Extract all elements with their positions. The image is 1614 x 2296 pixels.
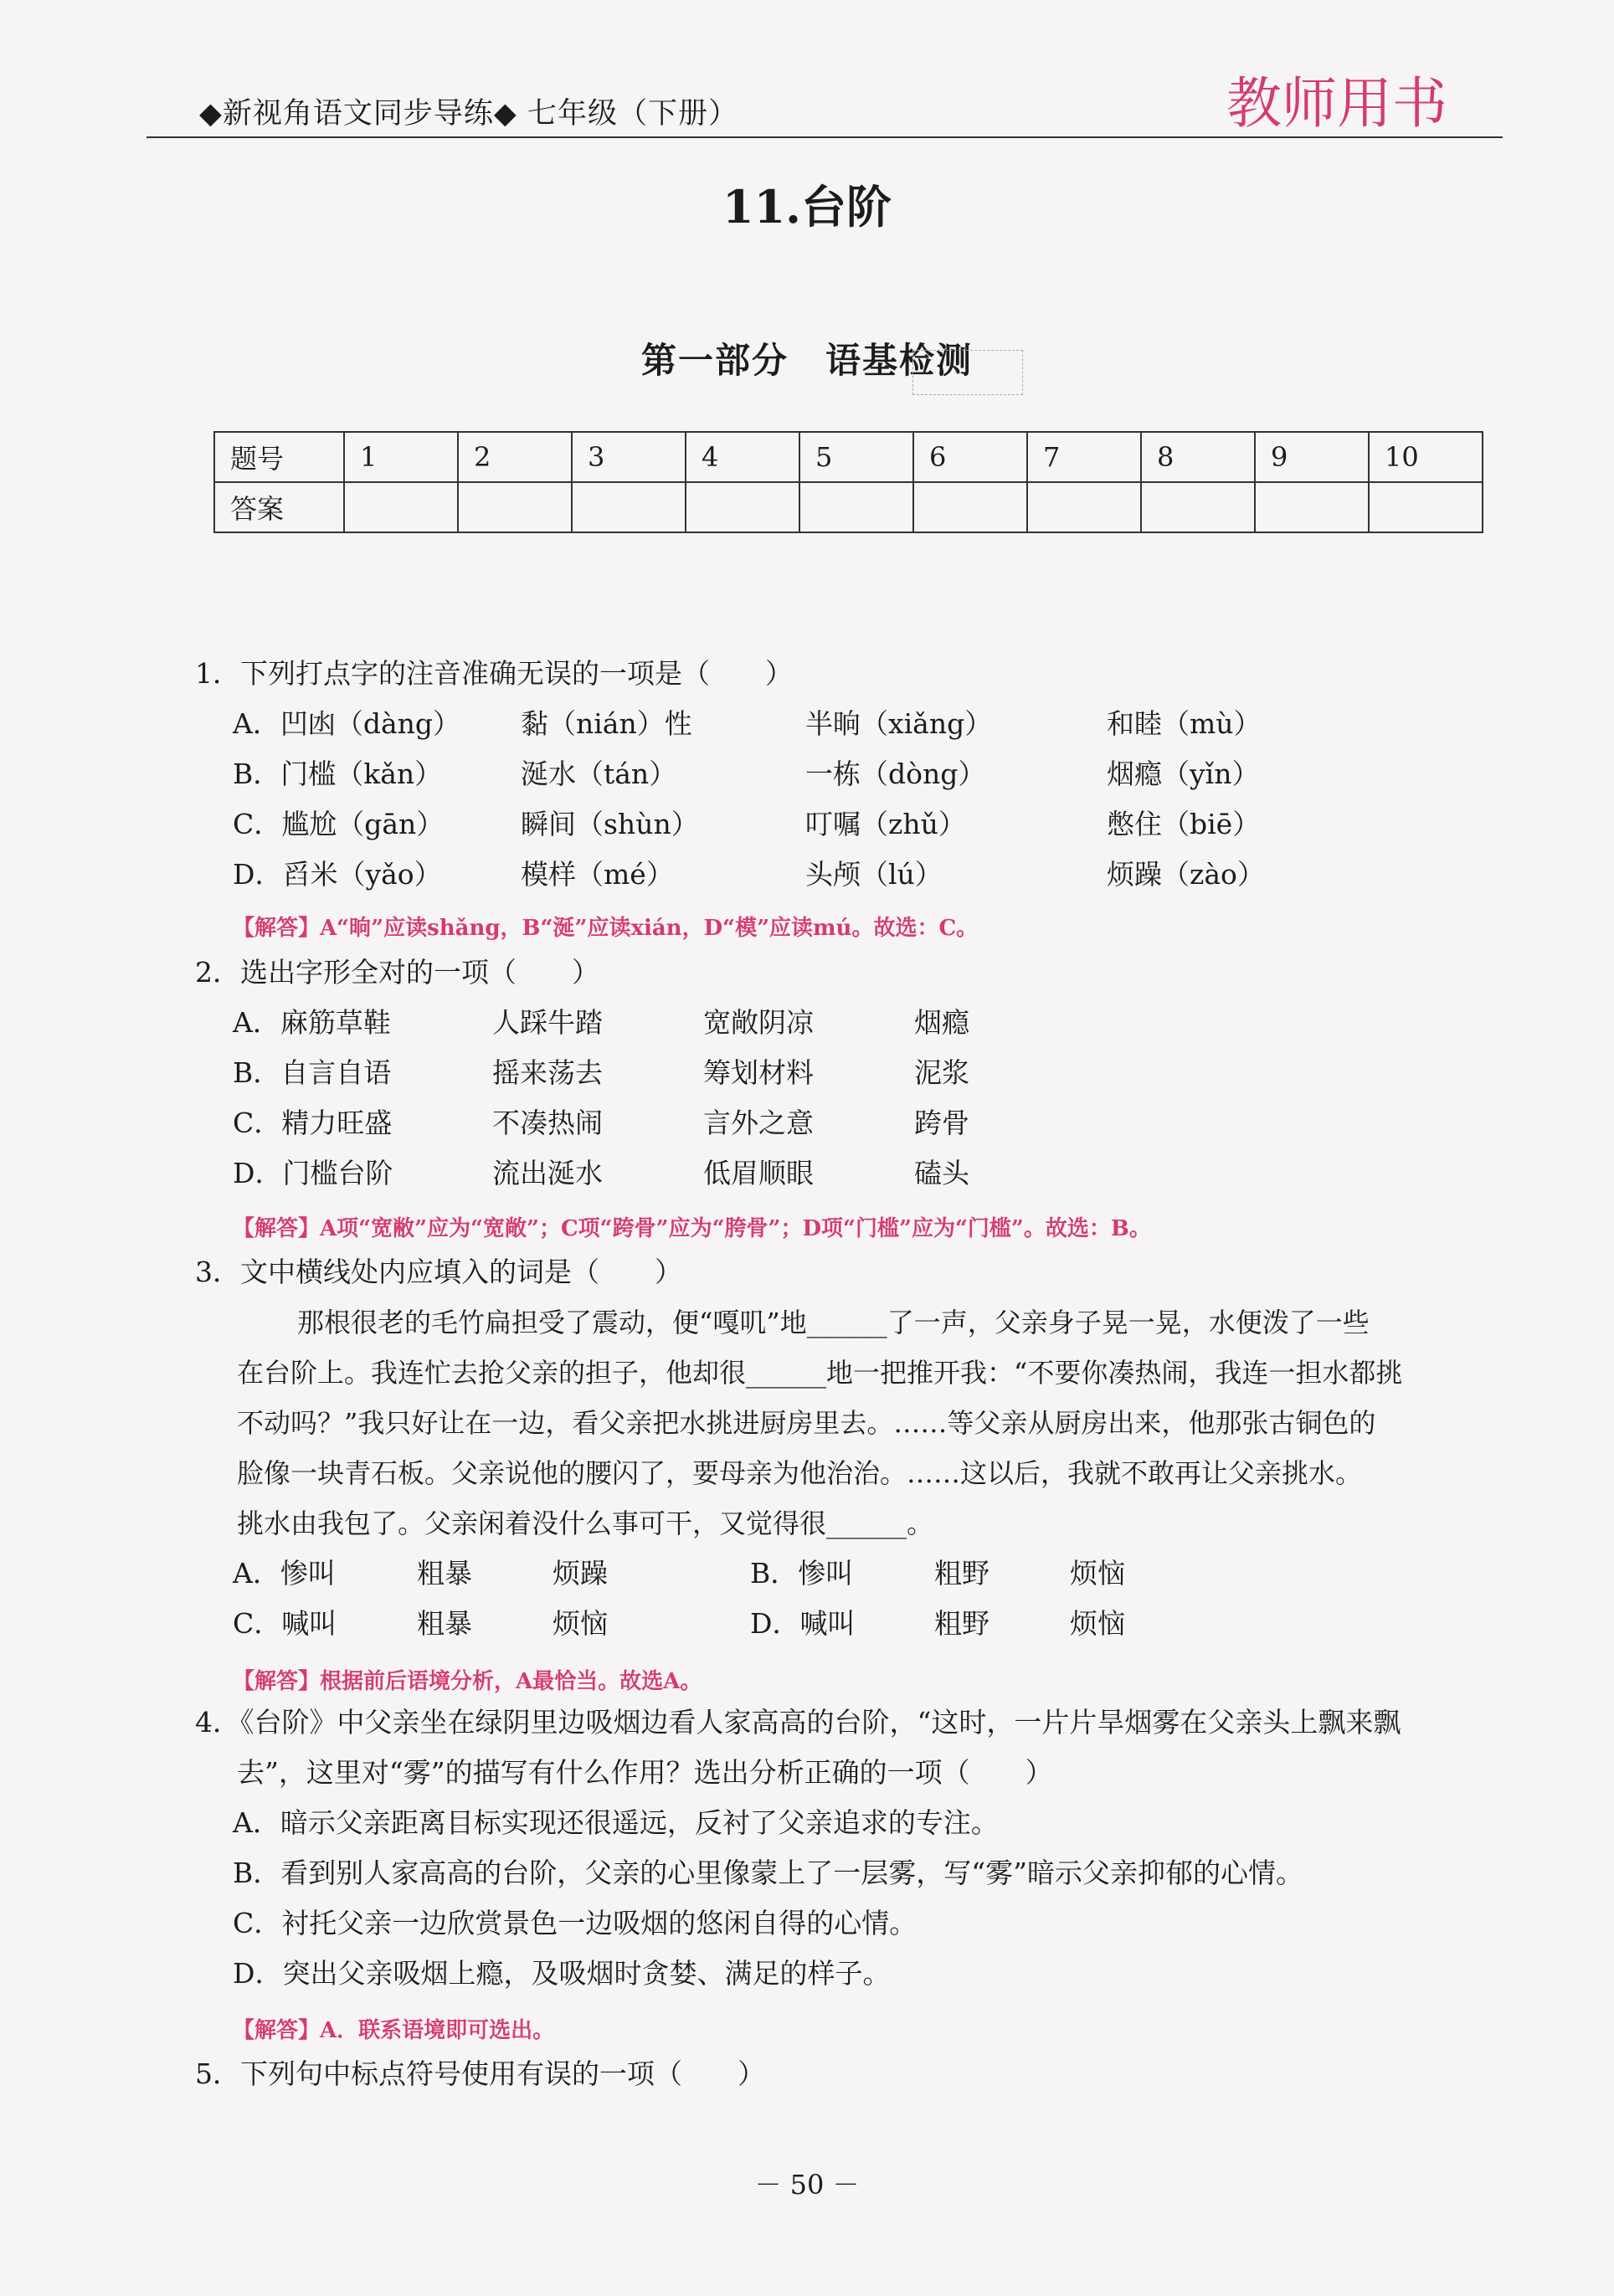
q1-option: A．凹凼（dàng）	[233, 707, 461, 740]
header-teacher-edition: 教师用书	[1226, 71, 1447, 136]
answer-blank[interactable]	[686, 482, 799, 532]
q1-option: 和睦（mù）	[1107, 707, 1262, 740]
table-cell: 1	[344, 432, 458, 482]
q1-answer-note: 【解答】A“晌”应读shǎng，B“涎”应读xián，D“模”应读mú。故选：C。	[233, 916, 979, 941]
table-cell: 题号	[214, 432, 344, 482]
question-4-stem-line1: 4．《台阶》中父亲坐在绿阴里边吸烟边看人家高高的台阶，“这时，一片片旱烟雾在父亲头上飘来飘	[195, 1706, 1401, 1739]
answer-blank[interactable]	[1369, 482, 1483, 532]
q2-option: D．门槛台阶	[233, 1157, 393, 1189]
question-4-stem-line2: 去”，这里对“雾”的描写有什么作用？选出分析正确的一项（ ）	[237, 1756, 1053, 1789]
q3-passage-line: 挑水由我包了。父亲闲着没什么事可干，又觉得很______。	[237, 1508, 934, 1539]
q1-option: 黏（nián）性	[521, 707, 692, 740]
q3-option: D．喊叫	[750, 1607, 856, 1640]
answer-blank[interactable]	[344, 482, 458, 532]
q2-option: 摇来荡去	[492, 1056, 603, 1089]
q4-option: D．突出父亲吸烟上瘾，及吸烟时贪婪、满足的样子。	[233, 1957, 891, 1990]
table-cell: 5	[799, 432, 913, 482]
q1-option: B．门槛（kǎn）	[233, 758, 443, 790]
q4-option: B．看到别人家高高的台阶，父亲的心里像蒙上了一层雾，写“雾”暗示父亲抑郁的心情。	[233, 1857, 1303, 1889]
q3-option: 烦躁	[553, 1557, 608, 1590]
q3-option: 粗野	[934, 1557, 989, 1590]
q1-option: 憋住（biē）	[1107, 808, 1261, 840]
table-cell: 8	[1141, 432, 1255, 482]
q3-passage-line: 不动吗？”我只好让在一边，看父亲把水挑进厨房里去。……等父亲从厨房出来，他那张古铜色的	[237, 1407, 1376, 1439]
answer-blank[interactable]	[799, 482, 913, 532]
q1-option: 烟瘾（yǐn）	[1107, 758, 1260, 790]
question-1-stem: 1．下列打点字的注音准确无误的一项是（ ）	[195, 657, 793, 690]
answer-blank[interactable]	[1141, 482, 1255, 532]
q2-answer-note: 【解答】A项“宽敝”应为“宽敞”；C项“跨骨”应为“胯骨”；D项“门槛”应为“门槛”。故选：B。	[233, 1216, 1151, 1241]
q3-option: 粗暴	[417, 1607, 472, 1640]
q3-answer-note: 【解答】根据前后语境分析，A最恰当。故选A。	[233, 1669, 702, 1694]
q3-passage-line: 在台阶上。我连忙去抢父亲的担子，他却很______地一把推开我：“不要你凑热闹，我连一担水都挑	[237, 1357, 1403, 1389]
question-2-stem: 2．选出字形全对的一项（ ）	[195, 956, 599, 989]
q2-option: A．麻筋草鞋	[233, 1006, 391, 1039]
q1-option: 瞬间（shùn）	[521, 808, 699, 840]
answer-blank[interactable]	[1027, 482, 1141, 532]
header-divider	[146, 136, 1503, 138]
answer-table-header-row	[214, 432, 1483, 482]
q3-option: 烦恼	[553, 1607, 608, 1640]
table-cell: 7	[1027, 432, 1141, 482]
table-cell: 答案	[214, 482, 344, 532]
q3-option: 烦恼	[1070, 1557, 1125, 1590]
q1-option: 头颅（lú）	[805, 858, 943, 891]
q2-option: B．自言自语	[233, 1056, 392, 1089]
q2-option: 人踩牛踏	[492, 1006, 603, 1039]
q2-option: 宽敞阴凉	[703, 1006, 814, 1039]
q4-option: A．暗示父亲距离目标实现还很遥远，反衬了父亲追求的专注。	[233, 1806, 999, 1839]
q4-answer-note: 【解答】A．联系语境即可选出。	[233, 2018, 555, 2043]
q3-option: 粗暴	[417, 1557, 472, 1590]
q3-passage-line: 那根很老的毛竹扁担受了震动，便“嘎叽”地______了一声，父亲身子晃一晃，水便泼了一些	[297, 1307, 1370, 1338]
answer-blank[interactable]	[1255, 482, 1369, 532]
header-series-title: ◆新视角语文同步导练◆ 七年级（下册）	[199, 97, 738, 131]
answer-table	[213, 431, 1483, 533]
q1-option: 叮嘱（zhǔ）	[805, 808, 966, 840]
page-number: － 50 －	[754, 2169, 860, 2201]
q3-option: 粗野	[934, 1607, 989, 1640]
q3-passage-line: 脸像一块青石板。父亲说他的腰闪了，要母亲为他治治。……这以后，我就不敢再让父亲挑水。	[237, 1457, 1363, 1489]
question-5-stem: 5．下列句中标点符号使用有误的一项（ ）	[195, 2057, 765, 2090]
q2-option: 不凑热闹	[492, 1107, 603, 1139]
q2-option: C．精力旺盛	[233, 1107, 393, 1139]
q3-option: A．惨叫	[233, 1557, 336, 1590]
question-3-stem: 3．文中横线处内应填入的词是（ ）	[195, 1256, 682, 1288]
q4-option: C．衬托父亲一边欣赏景色一边吸烟的悠闲自得的心情。	[233, 1907, 918, 1939]
q2-option: 言外之意	[703, 1107, 814, 1139]
q3-option: C．喊叫	[233, 1607, 337, 1640]
q2-option: 磕头	[914, 1157, 969, 1189]
table-cell: 10	[1369, 432, 1483, 482]
q1-option: 半晌（xiǎng）	[805, 707, 993, 740]
q3-option: 烦恼	[1070, 1607, 1125, 1640]
q2-option: 泥浆	[914, 1056, 969, 1089]
answer-table-answer-row	[214, 482, 1483, 532]
table-cell: 6	[913, 432, 1027, 482]
q2-option: 烟瘾	[914, 1006, 969, 1039]
q2-option: 跨骨	[914, 1107, 969, 1139]
q1-option: 烦躁（zào）	[1107, 858, 1265, 891]
q1-option: 模样（mé）	[521, 858, 674, 891]
q2-option: 低眉顺眼	[703, 1157, 814, 1189]
q1-option: D．舀米（yǎo）	[233, 858, 442, 891]
section-heading: 第一部分 语基检测	[640, 340, 973, 381]
q1-option: 涎水（tán）	[521, 758, 677, 790]
table-cell: 4	[686, 432, 799, 482]
answer-blank[interactable]	[458, 482, 572, 532]
lesson-title: 11.台阶	[722, 180, 892, 234]
q2-option: 流出涎水	[492, 1157, 603, 1189]
answer-blank[interactable]	[572, 482, 686, 532]
stamp-mark	[912, 350, 1023, 395]
answer-blank[interactable]	[913, 482, 1027, 532]
q1-option: 一栋（dòng）	[805, 758, 986, 790]
table-cell: 3	[572, 432, 686, 482]
table-cell: 9	[1255, 432, 1369, 482]
q2-option: 筹划材料	[703, 1056, 814, 1089]
q1-option: C．尴尬（gān）	[233, 808, 445, 840]
table-cell: 2	[458, 432, 572, 482]
q3-option: B．惨叫	[750, 1557, 854, 1590]
